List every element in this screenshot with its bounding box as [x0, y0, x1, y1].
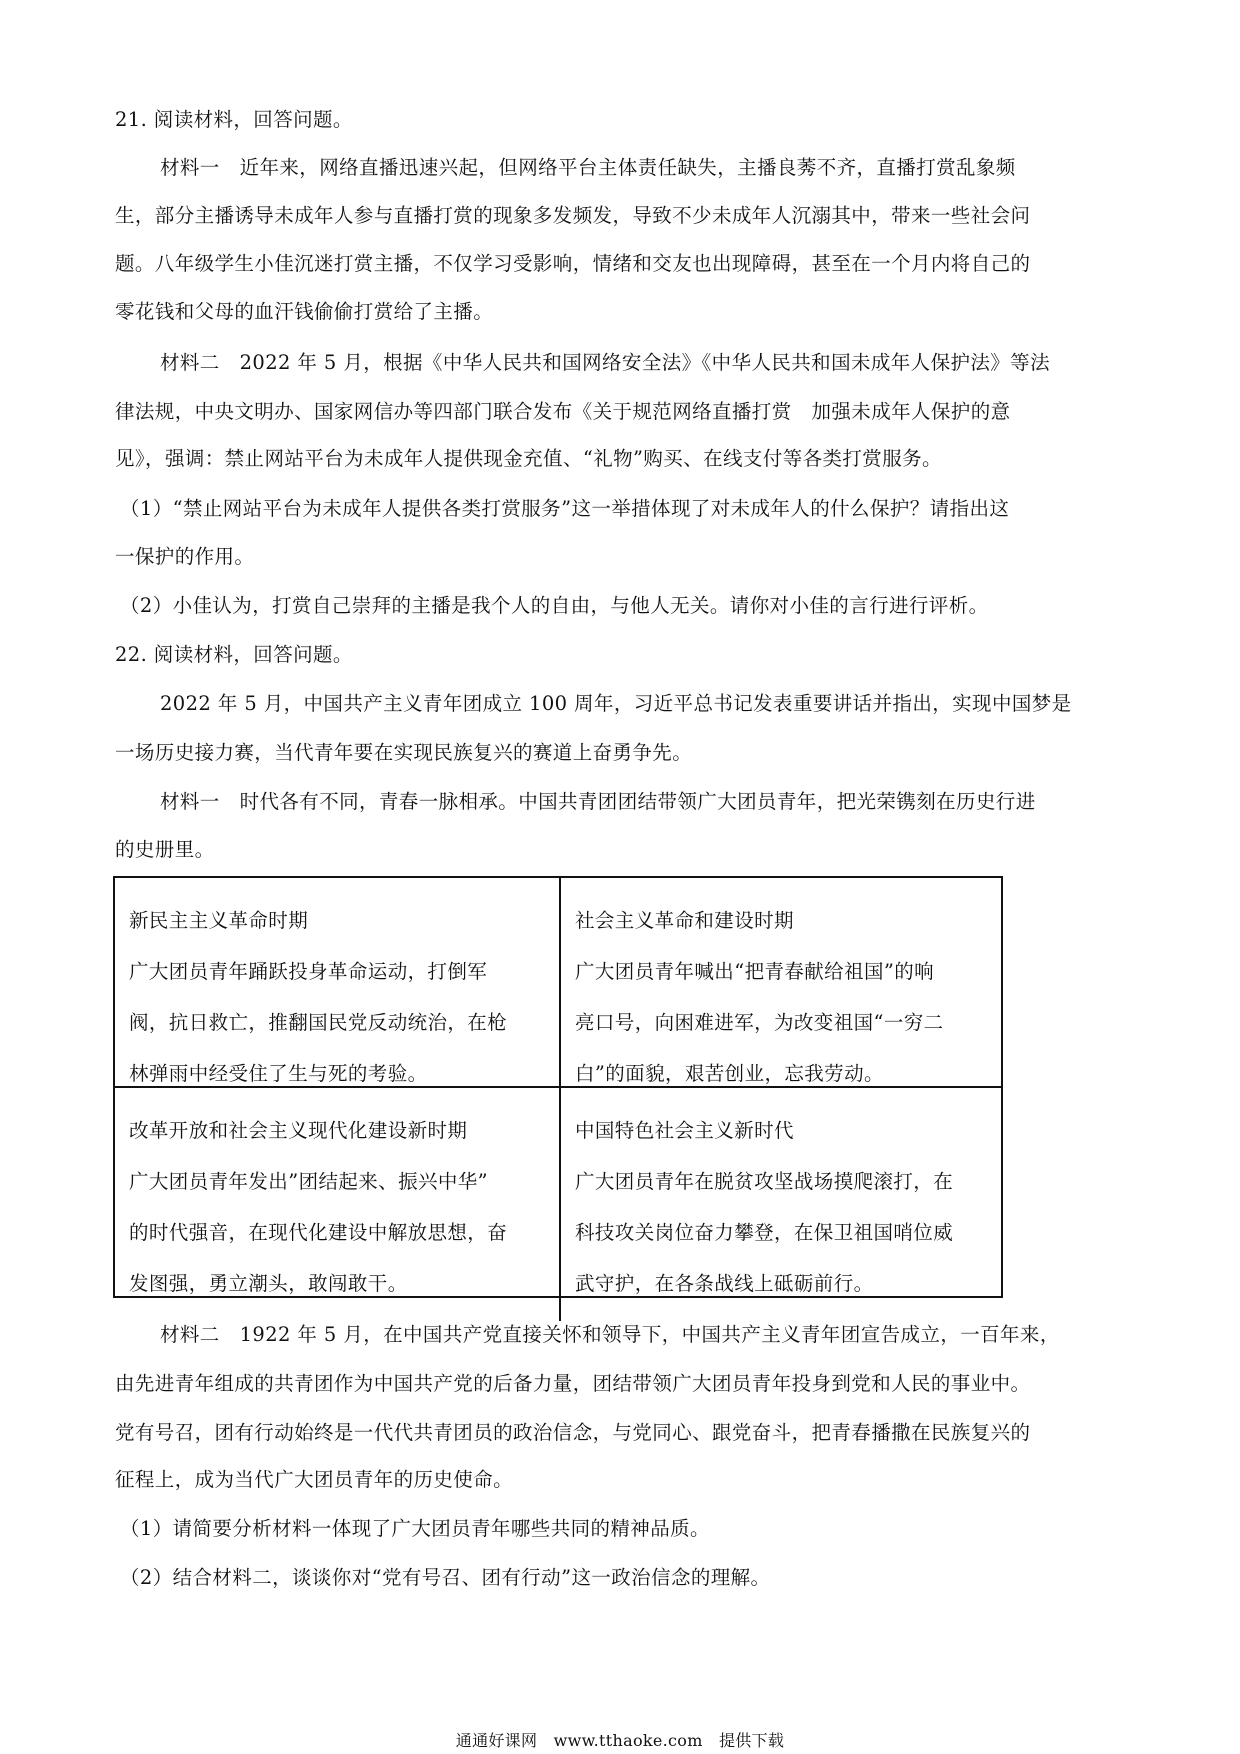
q22-material1-line: 材料一 时代各有不同，青春一脉相承。中国共青团团结带领广大团员青年，把光荣镌刻在历史行进 [160, 790, 1036, 813]
table-cell-line: 阀，抗日救亡，推翻国民党反动统治，在枪 [129, 1011, 508, 1034]
q22-intro-line: 2022 年 5 月，中国共产主义青年团成立 100 周年，习近平总书记发表重要讲话并指出，实现中国梦是 [160, 692, 1072, 715]
table-cell-heading: 中国特色社会主义新时代 [575, 1119, 794, 1142]
q21-material1-line: 材料一 近年来，网络直播迅速兴起，但网络平台主体责任缺失，主播良莠不齐，直播打赏乱象频 [160, 156, 1016, 179]
table-cell-heading: 社会主义革命和建设时期 [575, 909, 794, 932]
table-cell-heading: 改革开放和社会主义现代化建设新时期 [129, 1119, 468, 1142]
q22-title: 22. 阅读材料，回答问题。 [115, 643, 353, 666]
q22-material2-line: 由先进青年组成的共青团作为中国共产党的后备力量，团结带领广大团员青年投身到党和人民的事业中。 [115, 1372, 1031, 1395]
table-cell-line: 发图强，勇立潮头，敢闯敢干。 [129, 1272, 408, 1295]
table-cell-heading: 新民主主义革命时期 [129, 909, 309, 932]
table-cell-line: 科技攻关岗位奋力攀登，在保卫祖国哨位威 [575, 1221, 954, 1244]
q21-material1-line: 题。八年级学生小佳沉迷打赏主播，不仅学习受影响，情绪和交友也出现障碍，甚至在一个月内将自己的 [115, 252, 1031, 275]
q21-material2-line: 律法规，中央文明办、国家网信办等四部门联合发布《关于规范网络直播打赏 加强未成年人保护的意 [115, 400, 1011, 423]
table-cell-line: 白”的面貌，艰苦创业，忘我劳动。 [575, 1062, 884, 1085]
q21-question1-line: 一保护的作用。 [115, 545, 255, 568]
table-cell-line: 武守护，在各条战线上砥砺前行。 [575, 1272, 874, 1295]
page-footer: 通通好课网 www.tthaoke.com 提供下载 [455, 1731, 785, 1750]
q22-material2-line: 材料二 1922 年 5 月，在中国共产党直接关怀和领导下，中国共产主义青年团宣告成立，一百年来， [160, 1323, 1060, 1346]
q22-question2: （2）结合材料二，谈谈你对“党有号召、团有行动”这一政治信念的理解。 [120, 1566, 771, 1589]
table-cell [115, 878, 561, 1088]
q22-material2-line: 征程上，成为当代广大团员青年的历史使命。 [115, 1468, 514, 1491]
table-cell [115, 1088, 561, 1321]
history-periods-table [113, 876, 1003, 1298]
table-cell-line: 广大团员青年踊跃投身革命运动，打倒军 [129, 960, 488, 983]
q22-intro-line: 一场历史接力赛，当代青年要在实现民族复兴的赛道上奋勇争先。 [115, 741, 693, 764]
q21-question2: （2）小佳认为，打赏自己崇拜的主播是我个人的自由，与他人无关。请你对小佳的言行进行评析。 [120, 594, 989, 617]
table-cell-line: 广大团员青年喊出“把青春献给祖国”的响 [575, 960, 935, 983]
q22-material2-line: 党有号召，团有行动始终是一代代共青团员的政治信念，与党同心、跟党奋斗，把青春播撒在民族复兴的 [115, 1421, 1031, 1444]
table-cell-line: 亮口号，向困难进军，为改变祖国“一穷二 [575, 1011, 944, 1034]
table-cell [561, 878, 1001, 1088]
q22-material1-line: 的史册里。 [115, 838, 215, 861]
table-cell-line: 林弹雨中经受住了生与死的考验。 [129, 1062, 428, 1085]
q21-material1-line: 零花钱和父母的血汗钱偷偷打赏给了主播。 [115, 300, 494, 323]
q21-title: 21. 阅读材料，回答问题。 [115, 108, 353, 131]
q21-question1-line: （1）“禁止网站平台为未成年人提供各类打赏服务”这一举措体现了对未成年人的什么保护？请指出这 [120, 497, 1010, 520]
q21-material2-line: 材料二 2022 年 5 月，根据《中华人民共和国网络安全法》《中华人民共和国未成年人保护法》等法 [160, 351, 1050, 374]
table-cell-line: 的时代强音，在现代化建设中解放思想，奋 [129, 1221, 508, 1244]
table-cell-line: 广大团员青年发出”团结起来、振兴中华” [129, 1170, 489, 1193]
q21-material2-line: 见》，强调：禁止网站平台为未成年人提供现金充值、“礼物”购买、在线支付等各类打赏服务。 [115, 447, 942, 470]
table-cell [561, 1088, 1001, 1321]
table-cell-line: 广大团员青年在脱贫攻坚战场摸爬滚打，在 [575, 1170, 954, 1193]
q21-material1-line: 生，部分主播诱导未成年人参与直播打赏的现象多发频发，导致不少未成年人沉溺其中，带来一些社会问 [115, 204, 1031, 227]
q22-question1: （1）请简要分析材料一体现了广大团员青年哪些共同的精神品质。 [120, 1517, 710, 1540]
